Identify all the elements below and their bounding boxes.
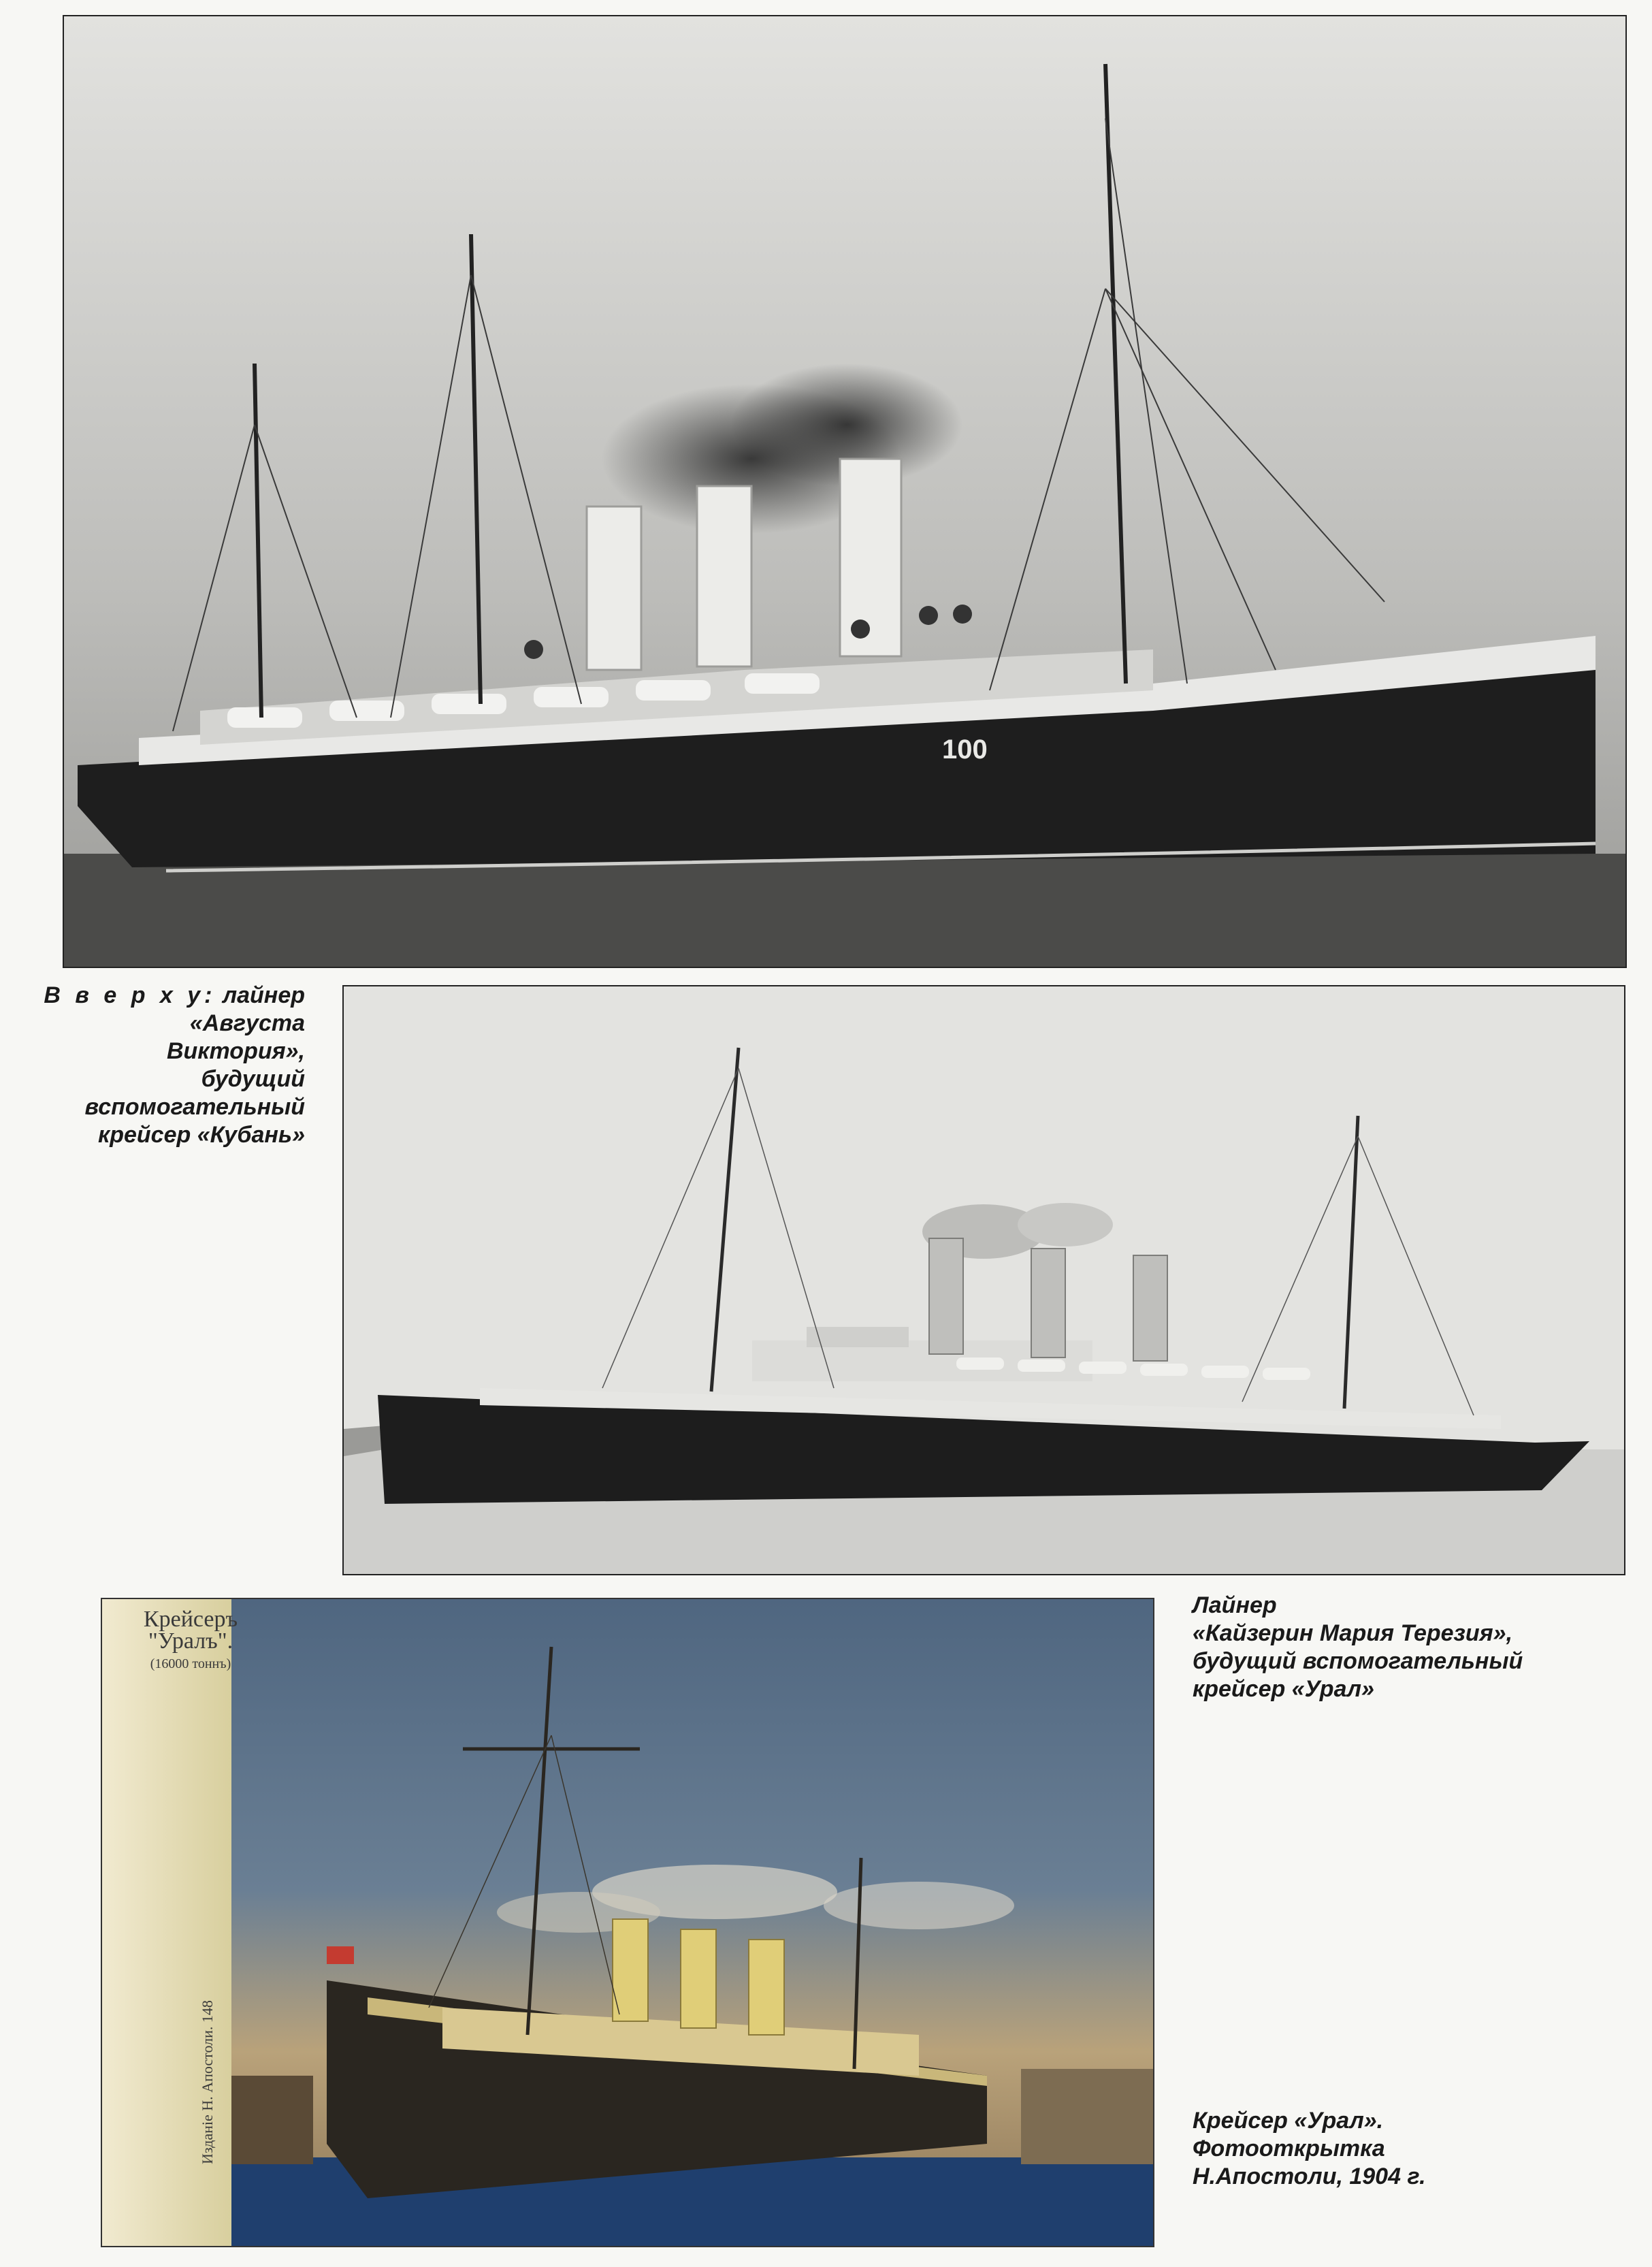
- funnel: [929, 1238, 963, 1354]
- funnel: [697, 486, 751, 666]
- funnel: [1031, 1249, 1065, 1357]
- postcard-publisher: Изданiе Н. Апостоли. 148: [199, 2000, 216, 2164]
- ship-photo-bottom: [102, 1599, 1153, 2246]
- caption-line: Виктория»,: [166, 1038, 305, 1064]
- caption-augusta-victoria: [41, 982, 305, 1149]
- ship-photo-middle: [344, 986, 1624, 1574]
- photo-augusta-victoria: [63, 15, 1627, 968]
- funnel: [749, 1940, 784, 2035]
- funnel: [681, 1929, 716, 2028]
- funnel: [587, 507, 641, 670]
- funnel: [840, 459, 901, 656]
- funnel: [613, 1919, 648, 2021]
- caption-line: крейсер «Кубань»: [98, 1122, 305, 1148]
- caption-prefix: В в е р х у:: [44, 982, 216, 1008]
- caption-line: будущий: [201, 1066, 305, 1092]
- caption-line: Н.Апостоли, 1904 г.: [1193, 2164, 1426, 2189]
- caption-line: Крейсер «Урал».: [1193, 2108, 1384, 2134]
- caption-line: Лайнер: [1193, 1592, 1277, 1618]
- ship-photo-top: [64, 16, 1625, 967]
- photo-kaiserin-maria-theresia: [342, 985, 1625, 1575]
- caption-line: Фотооткрытка: [1193, 2136, 1385, 2161]
- hull-number: 100: [942, 735, 988, 765]
- caption-line: «Кайзерин Мария Терезия»,: [1193, 1620, 1513, 1646]
- sea: [64, 854, 1625, 967]
- postcard-cruiser-ural: [101, 1598, 1154, 2247]
- caption-kaiserin-maria-theresia: [1193, 1592, 1574, 1703]
- funnel: [1133, 1255, 1167, 1361]
- postcard-tonnage: (16000 тоннъ): [150, 1656, 231, 1671]
- flag: [327, 1946, 354, 1964]
- caption-line: крейсер «Урал»: [1193, 1676, 1374, 1702]
- caption-line: лайнер: [222, 982, 305, 1008]
- caption-line: вспомогательный: [84, 1094, 305, 1120]
- caption-cruiser-ural: [1193, 2107, 1533, 2191]
- postcard-title: Крейсеръ "Уралъ".: [143, 1607, 238, 1654]
- caption-line: будущий вспомогательный: [1193, 1648, 1523, 1674]
- caption-line: «Августа: [189, 1010, 305, 1036]
